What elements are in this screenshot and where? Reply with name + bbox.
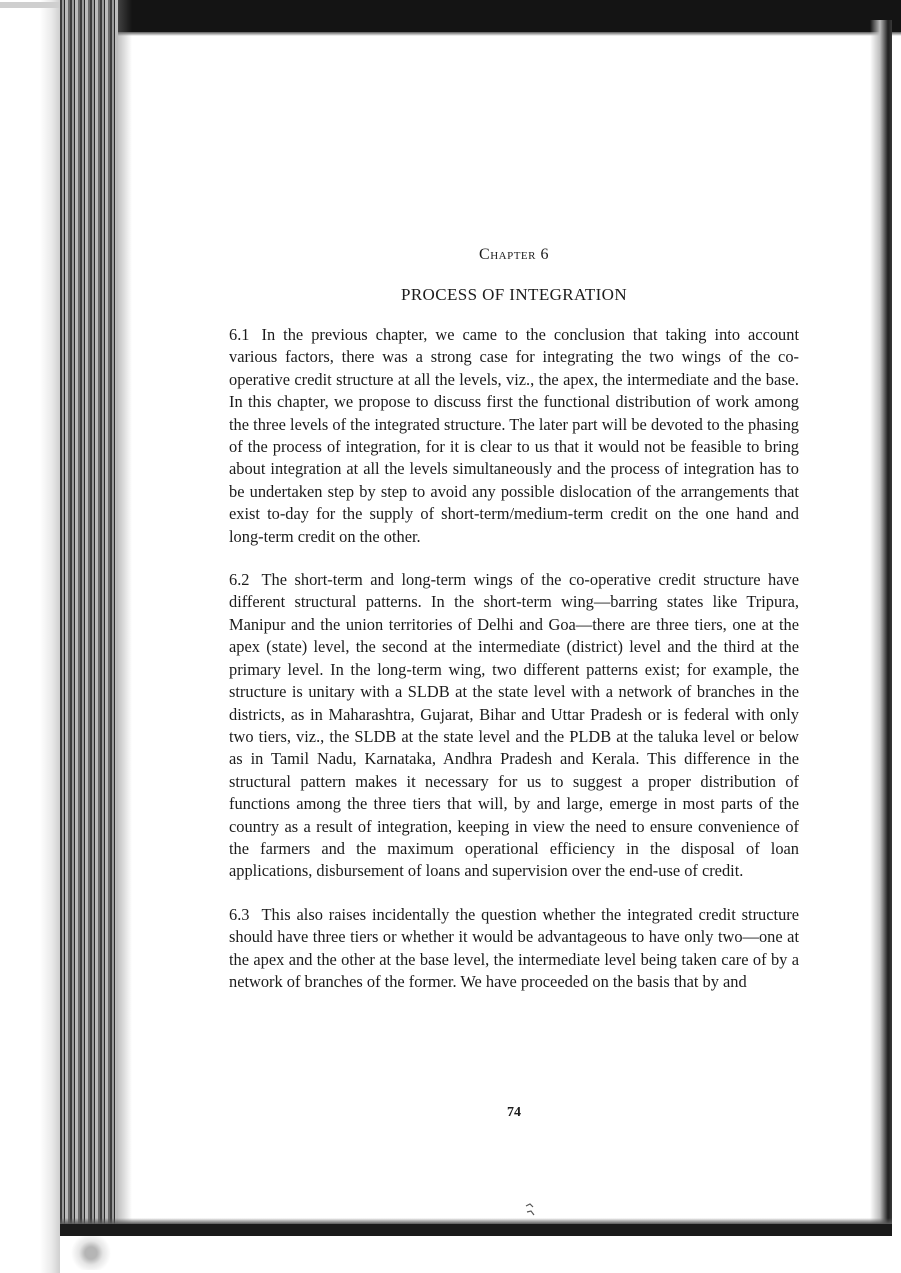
paragraph-number: 6.1 — [229, 325, 250, 344]
paragraph-number: 6.2 — [229, 570, 250, 590]
scan-right-edge — [870, 20, 892, 1235]
paragraph-text: The short-term and long-term wings of the co-operative credit structure have different structural patterns. In the short-term wing—barring states like Tripura, Manipur and the union territories of Delhi and Goa—there are three tiers, one at the apex (state) level, the second at the intermediate (district) level and the third at the primary level. In the long-term wing, two different patterns exist; for example, the structure is unitary with a SLDB at the state level with a network of branches in the districts, as in Maharashtra, Gujarat, Bihar and Uttar Pradesh or is federal with only two tiers, viz., the SLDB at the state level and the PLDB at the taluka level or below as in Tamil Nadu, Karnataka, Andhra Pradesh and Kerala. This difference in the structural pattern makes it necessary for us to suggest a proper distribution of functions among the three tiers that will, by and large, emerge in most parts of the country as a result of integration, keeping in view the need to ensure convenience of the farmers and the maximum operational efficiency in the disposal of loan applications, disbursement of loans and supervision over the end-use of credit. — [229, 570, 799, 881]
paragraph-text: This also raises incidentally the question whether the integrated credit structure should have three tiers or whether it would be advantageous to have only two—one at the apex and the other at the base level, the intermediate level being taken care of by a network of branches of the former. We have proceeded on the basis that by and — [229, 904, 799, 991]
book-gutter — [60, 0, 118, 1232]
page-body — [229, 246, 799, 993]
chapter-label: Chapter 6 — [479, 246, 549, 263]
gutter-shadow — [118, 0, 132, 1232]
chapter-title: PROCESS OF INTEGRATION — [400, 285, 628, 304]
left-margin — [0, 0, 60, 1273]
scan-bottom-shadow — [60, 1224, 892, 1236]
page-number: 74 — [507, 1105, 521, 1120]
corner-smudge — [70, 1236, 112, 1270]
paragraph-6-3 — [229, 904, 799, 994]
scan-speck — [524, 1203, 536, 1217]
scan-top-shadow — [60, 0, 901, 32]
paragraph-6-2 — [229, 569, 799, 883]
paragraph-6-1 — [229, 324, 799, 548]
scan-sliver — [0, 2, 60, 8]
paragraph-number: 6.3 — [229, 904, 250, 924]
paragraph-text: In the previous chapter, we came to the conclusion that taking into account various factors, there was a strong case for integrating the two wings of the co-operative credit structure at all the levels, viz., the apex, the intermediate and the base. In this chapter, we propose to discuss first the functional distribution of work among the three levels of the integrated structure. The later part will be devoted to the phasing of the process of integration, for it is clear to us that it would not be feasible to bring about integration at all the levels simultaneously and the process of integration has to be undertaken step by step to avoid any possible dislocation of the arrangements that exist to-day for the supply of short-term/medium-term credit on the one hand and long-term credit on the other. — [229, 325, 799, 546]
